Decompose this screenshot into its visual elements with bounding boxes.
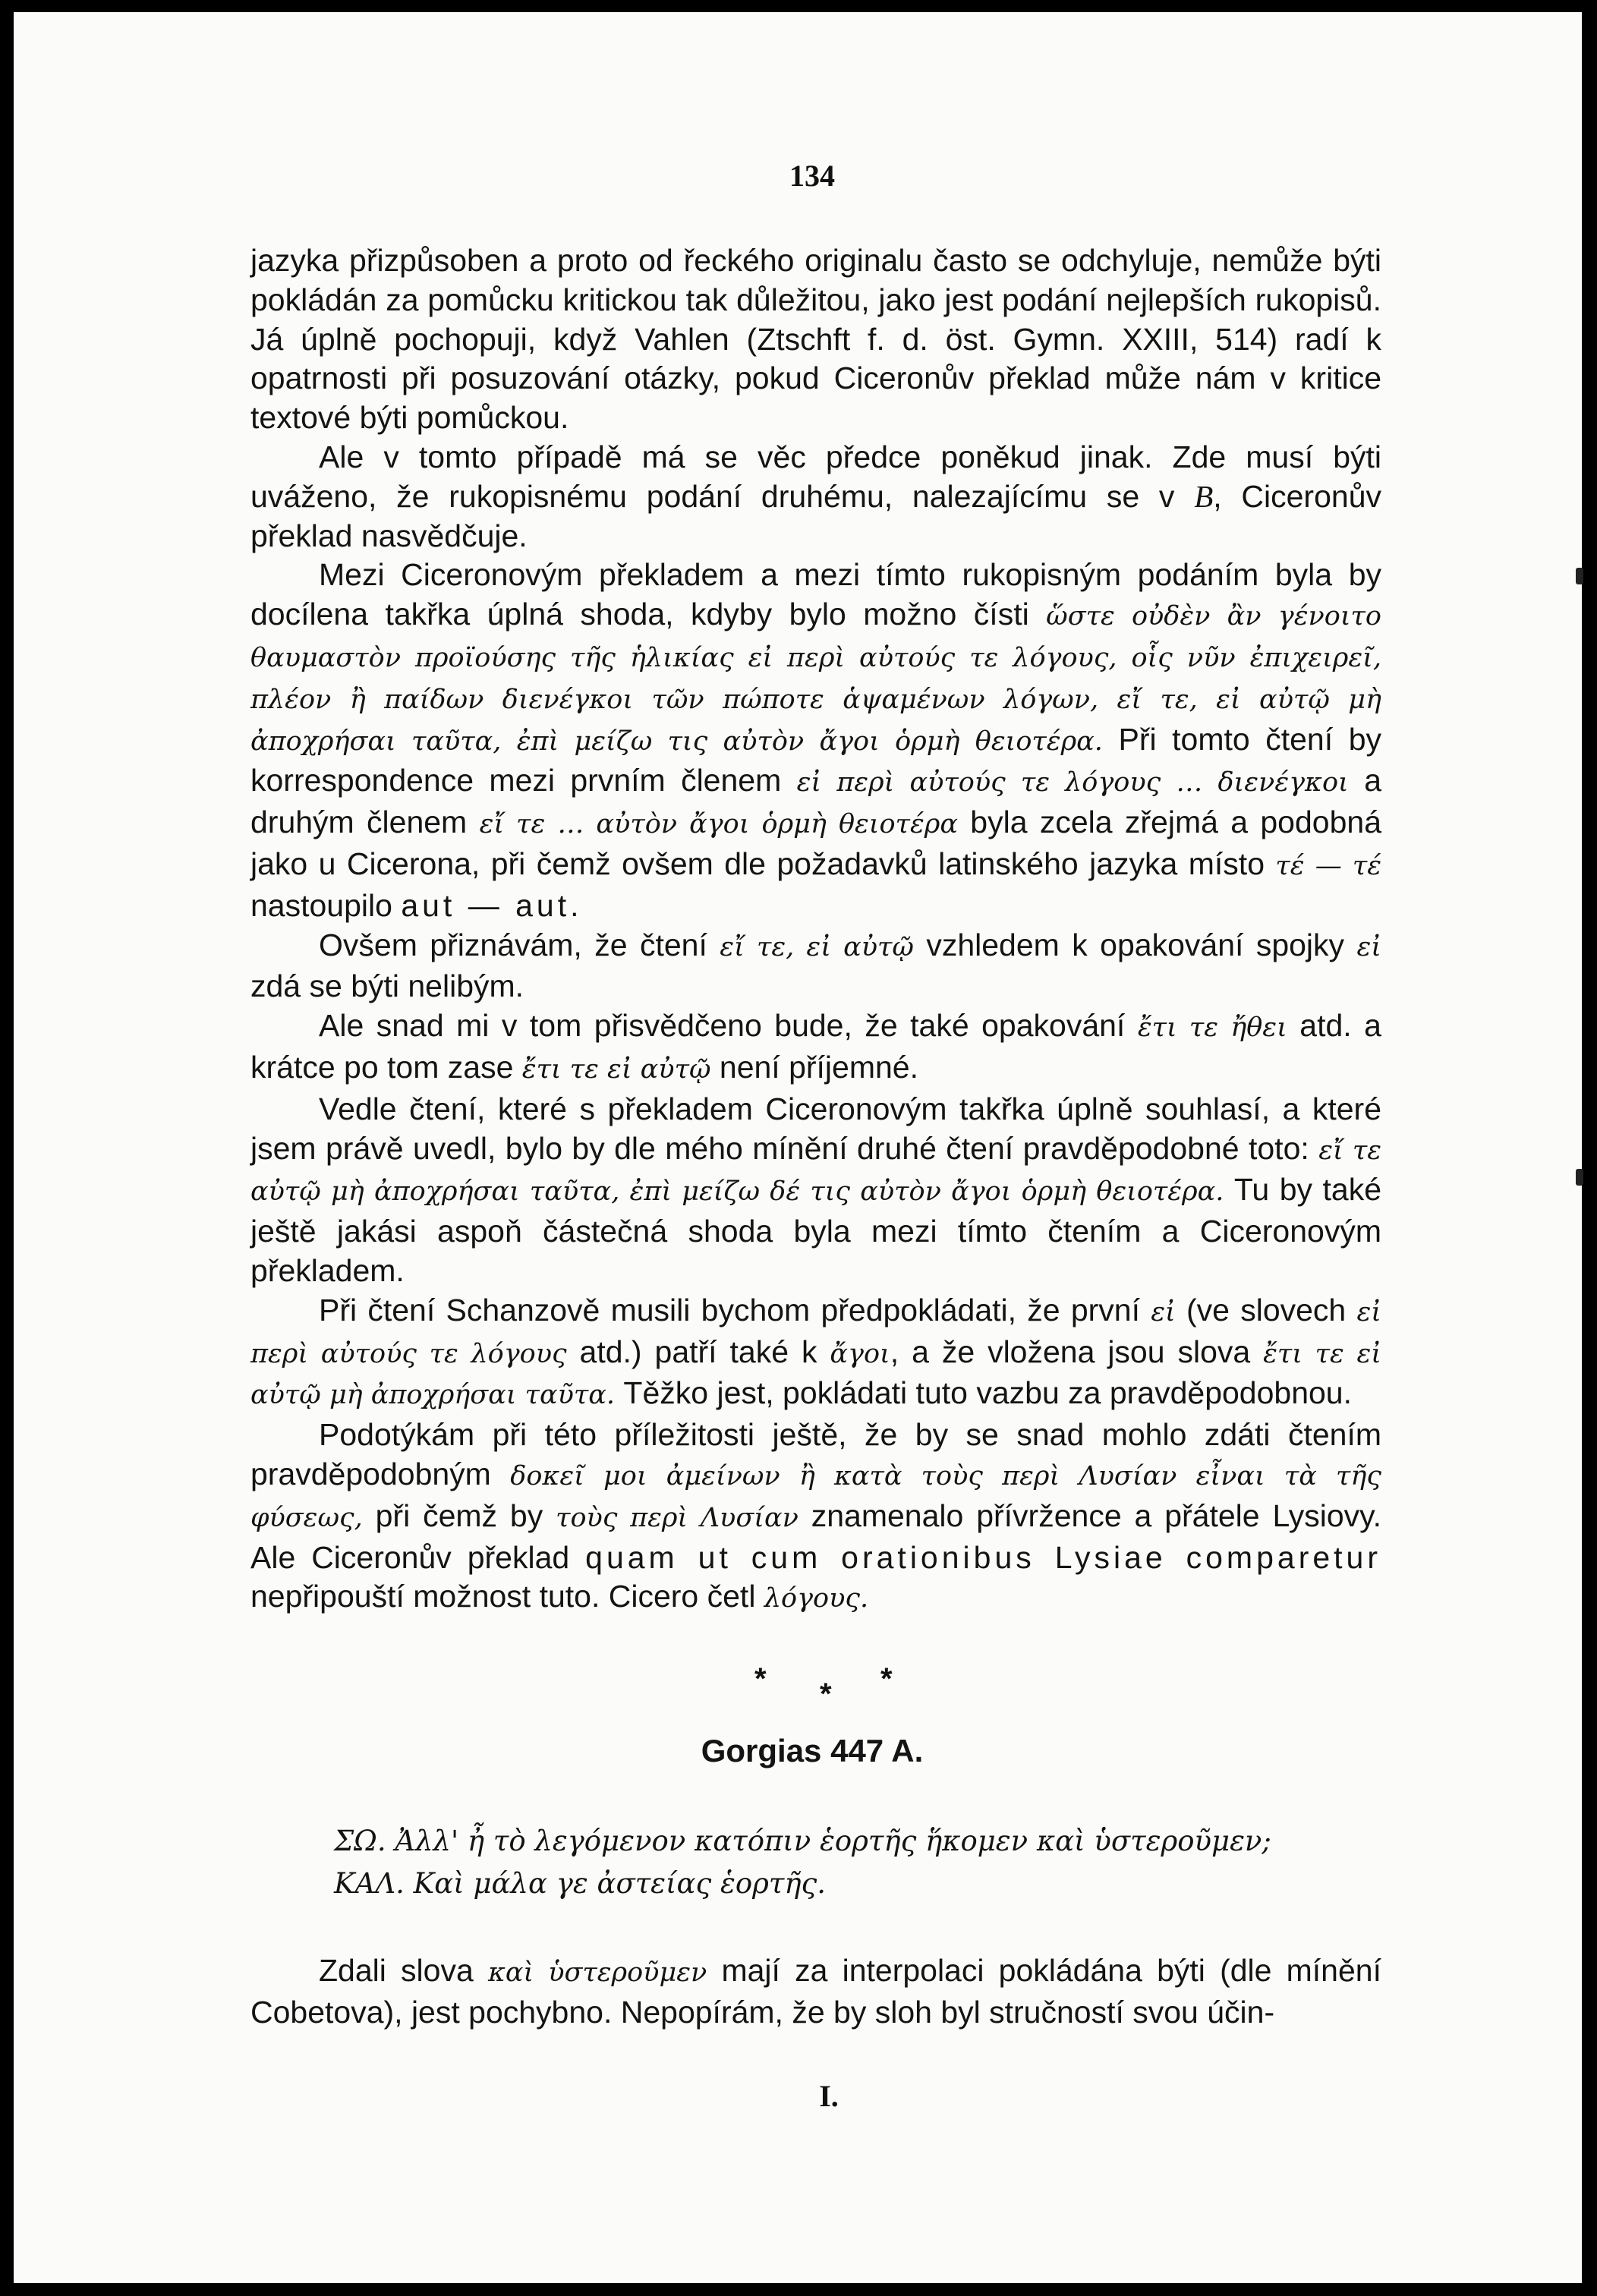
- greek-dialogue: [334, 1820, 1381, 1905]
- greek-quote: λόγους.: [764, 1583, 869, 1614]
- closing-text: [250, 1951, 1381, 2033]
- greek-quote: εἴ τε, εἰ αὐτῷ: [720, 931, 914, 962]
- greek-quote: ἄγοι: [830, 1338, 890, 1369]
- paragraph-3: Mezi Ciceronovým překladem a mezi tímto rukopisným podáním byla by docílena takřka úplná shoda, kdyby bylo možno čísti ὥστε οὐδὲν ἂν γένοιτο θαυμαστὸν προϊούσης τῆς ἡλικίας εἰ περὶ αὐτούς τε λόγους, οἷς νῦν ἐπιχειρεῖ, πλέον ἢ παίδων διενέγκοι τῶν πώποτε ἁψαμένων λόγων, εἴ τε, εἰ αὐτῷ μὴ ἀποχρήσαι ταῦτα, ἐπὶ μείζω τις αὐτὸν ἄγοι ὁρμὴ θειοτέρα. Při tomto čtení by korrespondence mezi prvním členem εἰ περὶ αὐτούς τε λόγους … διενέγκοι a druhým členem εἴ τε … αὐτὸν ἄγοι ὁρμὴ θειοτέρα byla zcela zřejmá a podobná jako u Cicerona, při čemž ovšem dle požadavků latinského jazyka místo τέ — τέ nastoupilo aut — aut.: [250, 557, 1382, 923]
- greek-quote: εἰ: [1356, 931, 1381, 962]
- paragraph-2: Ale v tomto případě má se věc předce poněkud jinak. Zde musí býti uváženo, že rukopisnému podání druhému, nalezajícímu se v B, Ciceronův překlad nasvědčuje.: [250, 439, 1381, 553]
- separator-star: *: [880, 1662, 893, 1696]
- section-heading: Gorgias 447 A.: [701, 1733, 924, 1768]
- paragraph-8: Podotýkám při této příležitosti ještě, že by se snad mohlo zdáti čtením pravděpodobným δοκεῖ μοι ἀμείνων ἢ κατὰ τοὺς περὶ Λυσίαν εἶναι τὰ τῆς φύσεως, při čemž by τοὺς περὶ Λυσίαν znamenalo přívržence a přátele Lysiovy. Ale Ciceronův překlad quam ut cum orationibus Lysiae comparetur nepřipouští možnost tuto. Cicero četl λόγους.: [250, 1417, 1381, 1614]
- page-number: 134: [789, 159, 835, 193]
- greek-quote: τοὺς περὶ Λυσίαν: [556, 1502, 798, 1533]
- paragraph-6: Vedle čtení, které s překladem Ciceronovým takřka úplně souhlasí, a které jsem právě uvedl, bylo by dle mého mínění druhé čtení pravděpodobné toto: εἴ τε αὐτῷ μὴ ἀποχρήσαι ταῦτα, ἐπὶ μείζω δέ τις αὐτὸν ἄγοι ὁρμὴ θειοτέρα. Tu by také ještě jakási aspoň částečná shoda byla mezi tímto čtením a Ciceronovým překladem.: [250, 1091, 1382, 1288]
- paragraph-9: Zdali slova καὶ ὑστεροῦμεν mají za interpolaci pokládána býti (dle mínění Cobetova), jest pochybno. Nepopírám, že by sloh byl stručností svou účin-: [250, 1953, 1381, 2030]
- dialogue-text: Καὶ μάλα γε ἀστείας ἑορτῆς.: [413, 1867, 827, 1900]
- greek-quote: τέ — τέ: [1275, 850, 1381, 881]
- main-text: [250, 241, 1381, 1619]
- paragraph-5: Ale snad mi v tom přisvědčeno bude, že také opakování ἔτι τε ἤθει atd. a krátce po tom zase ἔτι τε εἰ αὐτῷ není příjemné.: [250, 1008, 1381, 1085]
- speaker: ΚΑΛ.: [334, 1867, 405, 1900]
- greek-quote: ἔτι τε ἤθει: [1137, 1013, 1287, 1044]
- paragraph-7: Při čtení Schanzově musili bychom předpokládati, že první εἰ (ve slovech εἰ περὶ αὐτούς τε λόγους atd.) patří také k ἄγοι, a že vložena jsou slova ἔτι τε εἰ αὐτῷ μὴ ἀποχρήσαι ταῦτα. Těžko jest, pokládati tuto vazbu za pravděpodobnou.: [250, 1292, 1381, 1411]
- greek-quote: εἰ περὶ αὐτούς τε λόγους: [250, 1296, 1381, 1369]
- scan-border-right: [1582, 0, 1597, 2296]
- greek-quote: εἴ τε αὐτῷ μὴ ἀποχρήσαι ταῦτα, ἐπὶ μείζω δέ τις αὐτὸν ἄγοι ὁρμὴ θειοτέρα.: [250, 1135, 1381, 1208]
- greek-quote: εἴ τε … αὐτὸν ἄγοι ὁρμὴ θειοτέρα: [479, 809, 958, 840]
- speaker: ΣΩ.: [334, 1825, 386, 1857]
- scan-edge-mark: [1576, 568, 1583, 584]
- paragraph-1: jazyka přizpůsoben a proto od řeckého originalu často se odchyluje, nemůže býti pokládán za pomůcku kritickou tak důležitou, jako jest podání nejlepších rukopisů. Já úplně pochopuji, když Vahlen (Ztschft f. d. öst. Gymn. XXIII, 514) radí k opatrnosti při posuzování otázky, pokud Ciceronův překlad může nám v kritice textové býti pomůckou.: [250, 243, 1381, 436]
- greek-quote: ἔτι τε εἰ αὐτῷ: [521, 1054, 711, 1085]
- dialogue-line: [334, 1863, 1381, 1905]
- scan-edge-mark: [1576, 1169, 1583, 1186]
- greek-quote: ἔτι τε εἰ αὐτῷ μὴ ἀποχρήσαι ταῦτα.: [250, 1338, 1381, 1411]
- scan-border-bottom: [0, 2283, 1597, 2296]
- greek-quote: εἰ περὶ αὐτούς τε λόγους … διενέγκοι: [796, 767, 1349, 798]
- greek-quote: καὶ ὑστεροῦμεν: [487, 1957, 707, 1988]
- greek-quote: ὥστε οὐδὲν ἂν γένοιτο θαυμαστὸν προϊούσης τῆς ἡλικίας εἰ περὶ αὐτούς τε λόγους, οἷς νῦν ἐπιχειρεῖ, πλέον ἢ παίδων διενέγκοι τῶν πώποτε ἁψαμένων λόγων, εἴ τε, εἰ αὐτῷ μὴ ἀποχρήσαι ταῦτα, ἐπὶ μείζω τις αὐτὸν ἄγοι ὁρμὴ θειοτέρα.: [250, 601, 1381, 757]
- dialogue-text: Ἀλλ' ἦ τὸ λεγόμενον κατόπιν ἑορτῆς ἥκομεν καὶ ὑστεροῦμεν;: [395, 1825, 1271, 1857]
- scan-border-left: [0, 0, 14, 2296]
- spaced-latin: aut — aut.: [401, 887, 583, 923]
- greek-quote: εἰ: [1151, 1296, 1176, 1328]
- spaced-latin: quam ut cum orationibus Lysiae comparetur: [585, 1539, 1381, 1575]
- paragraph-4: Ovšem přiznávám, že čtení εἴ τε, εἰ αὐτῷ vzhledem k opakování spojky εἰ zdá se býti nelibým.: [250, 927, 1381, 1004]
- dialogue-line: [334, 1820, 1381, 1863]
- separator-star: *: [754, 1662, 767, 1696]
- greek-quote: δοκεῖ μοι ἀμείνων ἢ κατὰ τοὺς περὶ Λυσίαν εἶναι τὰ τῆς φύσεως,: [250, 1460, 1381, 1533]
- printer-signature-mark: I.: [819, 2079, 839, 2113]
- separator-star: *: [820, 1677, 832, 1711]
- section-separator: [744, 1662, 911, 1715]
